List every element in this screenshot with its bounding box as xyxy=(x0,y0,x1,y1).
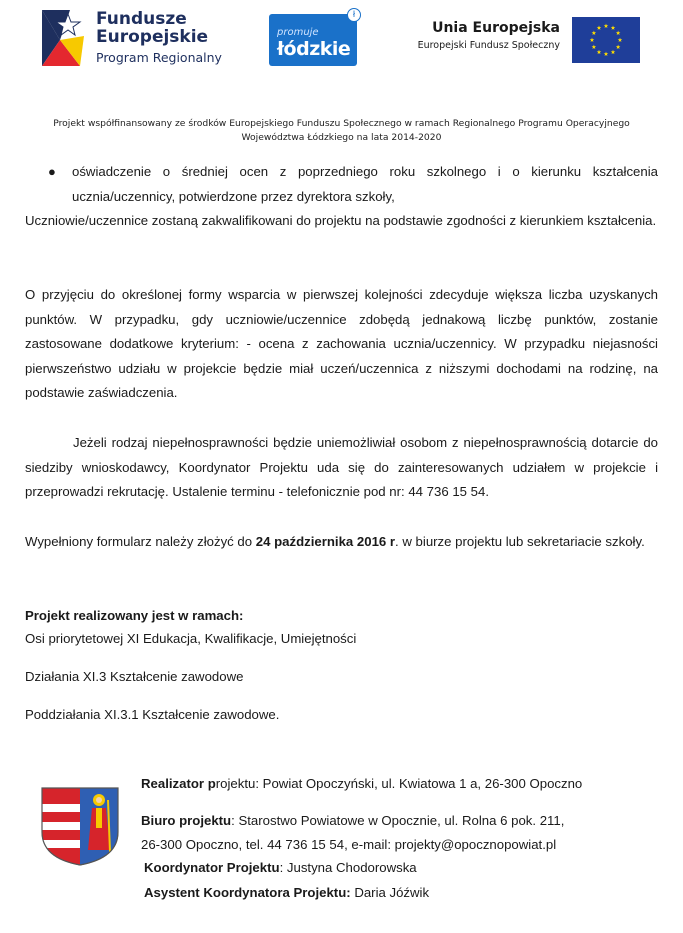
footer-biuro-contact: 26-300 Opoczno, tel. 44 736 15 54, e-mail: projekty@opocznopowiat.pl xyxy=(141,837,557,852)
lodz-logo-big-text: łódzkie xyxy=(277,38,351,60)
bullet-text: oświadczenie o średniej ocen z poprzedniego roku szkolnego i o kierunku kształcenia ucznia/uczennicy, potwierdzone przez dyrektora szkoły, xyxy=(72,164,658,204)
fe-logo-text xyxy=(96,10,222,67)
realizator-value: : Powiat Opoczyński, ul. Kwiatowa 1 a, 26-300 Opoczno xyxy=(255,776,583,791)
ue-logo-text xyxy=(412,20,560,51)
bullet-icon: ● xyxy=(48,164,56,179)
deadline-text-before: Wypełniony formularz należy złożyć do xyxy=(25,534,256,549)
ue-title: Unia Europejska xyxy=(432,20,560,36)
footer-biuro xyxy=(141,813,564,828)
cofinancing-line1: Projekt współfinansowany ze środków Europejskiego Funduszu Społecznego w ramach Regionalnego Programu Operacyjnego xyxy=(53,118,630,129)
framework-action: Działania XI.3 Kształcenie zawodowe xyxy=(25,669,244,684)
ue-subtitle: Europejski Fundusz Społeczny xyxy=(417,40,560,51)
fundusze-europejskie-logo xyxy=(40,4,235,74)
framework-heading-text: Projekt realizowany jest w ramach: xyxy=(25,608,244,623)
footer-asystent xyxy=(144,885,429,900)
promuje-lodzkie-logo xyxy=(269,9,357,66)
cofinancing-note xyxy=(20,117,663,145)
paragraph-admission: O przyjęciu do określonej formy wsparcia w pierwszej kolejności zdecyduje większa liczba uzyskanych punktów. W przypadku, gdy uczniowie/uczennice zdobędą jednakową liczbę punktów, zostanie zastosowane dodatkowe kryterium: - ocena z zachowania ucznia/uczennicy. W przypadku niejasności pierwszeństwo udziału w projekcie będzie miał uczeń/uczennica z niższymi dochodami na rodzinę, na podstawie zaświadczenia. xyxy=(25,287,658,400)
realizator-label: Realizator p xyxy=(141,776,216,791)
cofinancing-line2: Województwa Łódzkiego na lata 2014-2020 xyxy=(241,132,442,143)
framework-heading xyxy=(25,604,658,629)
paragraph-deadline xyxy=(25,530,658,555)
realizator-label-rest: rojektu xyxy=(215,776,256,791)
header-logos xyxy=(0,0,683,92)
biuro-label: Biuro projektu xyxy=(141,813,232,828)
koordynator-value: : Justyna Chodorowska xyxy=(279,860,417,875)
lodz-logo-small-text: promuje xyxy=(277,27,319,38)
paragraph-qualification: Uczniowie/uczennice zostaną zakwalifikowani do projektu na podstawie zgodności z kierunkiem kształcenia. xyxy=(25,213,657,228)
footer-koordynator xyxy=(144,860,417,875)
koordynator-label: Koordynator Projektu xyxy=(144,860,280,875)
framework-subaction: Poddziałania XI.3.1 Kształcenie zawodowe. xyxy=(25,707,280,722)
coat-of-arms-icon xyxy=(40,786,120,866)
asystent-value: Daria Jóźwik xyxy=(350,885,430,900)
asystent-label: Asystent Koordynatora Projektu: xyxy=(144,885,351,900)
framework-axis: Osi priorytetowej XI Edukacja, Kwalifikacje, Umiejętności xyxy=(25,631,357,646)
fe-logo-line2: Europejskie xyxy=(96,27,209,47)
paragraph-disability: Jeżeli rodzaj niepełnosprawności będzie uniemożliwiał osobom z niepełnosprawnością dotarcie do siedziby wnioskodawcy, Koordynator Projektu uda się do zainteresowanych udziałem w projekcie i przeprowadzi rekrutację. Ustalenie terminu - telefonicznie pod nr: 44 736 15 54. xyxy=(25,435,658,499)
fe-logo-line3: Program Regionalny xyxy=(96,50,222,65)
biuro-value: : Starostwo Powiatowe w Opocznie, ul. Rolna 6 pok. 211, xyxy=(231,813,565,828)
footer-realizator xyxy=(141,776,582,791)
fe-star-icon xyxy=(40,6,92,68)
eu-flag-icon xyxy=(572,17,640,63)
deadline-date: 24 października 2016 r xyxy=(255,534,396,549)
deadline-text-after: . w biurze projektu lub sekretariacie szkoły. xyxy=(395,534,645,549)
fe-logo-line1: Fundusze xyxy=(96,9,187,29)
lodz-l-icon: ł xyxy=(347,8,361,22)
